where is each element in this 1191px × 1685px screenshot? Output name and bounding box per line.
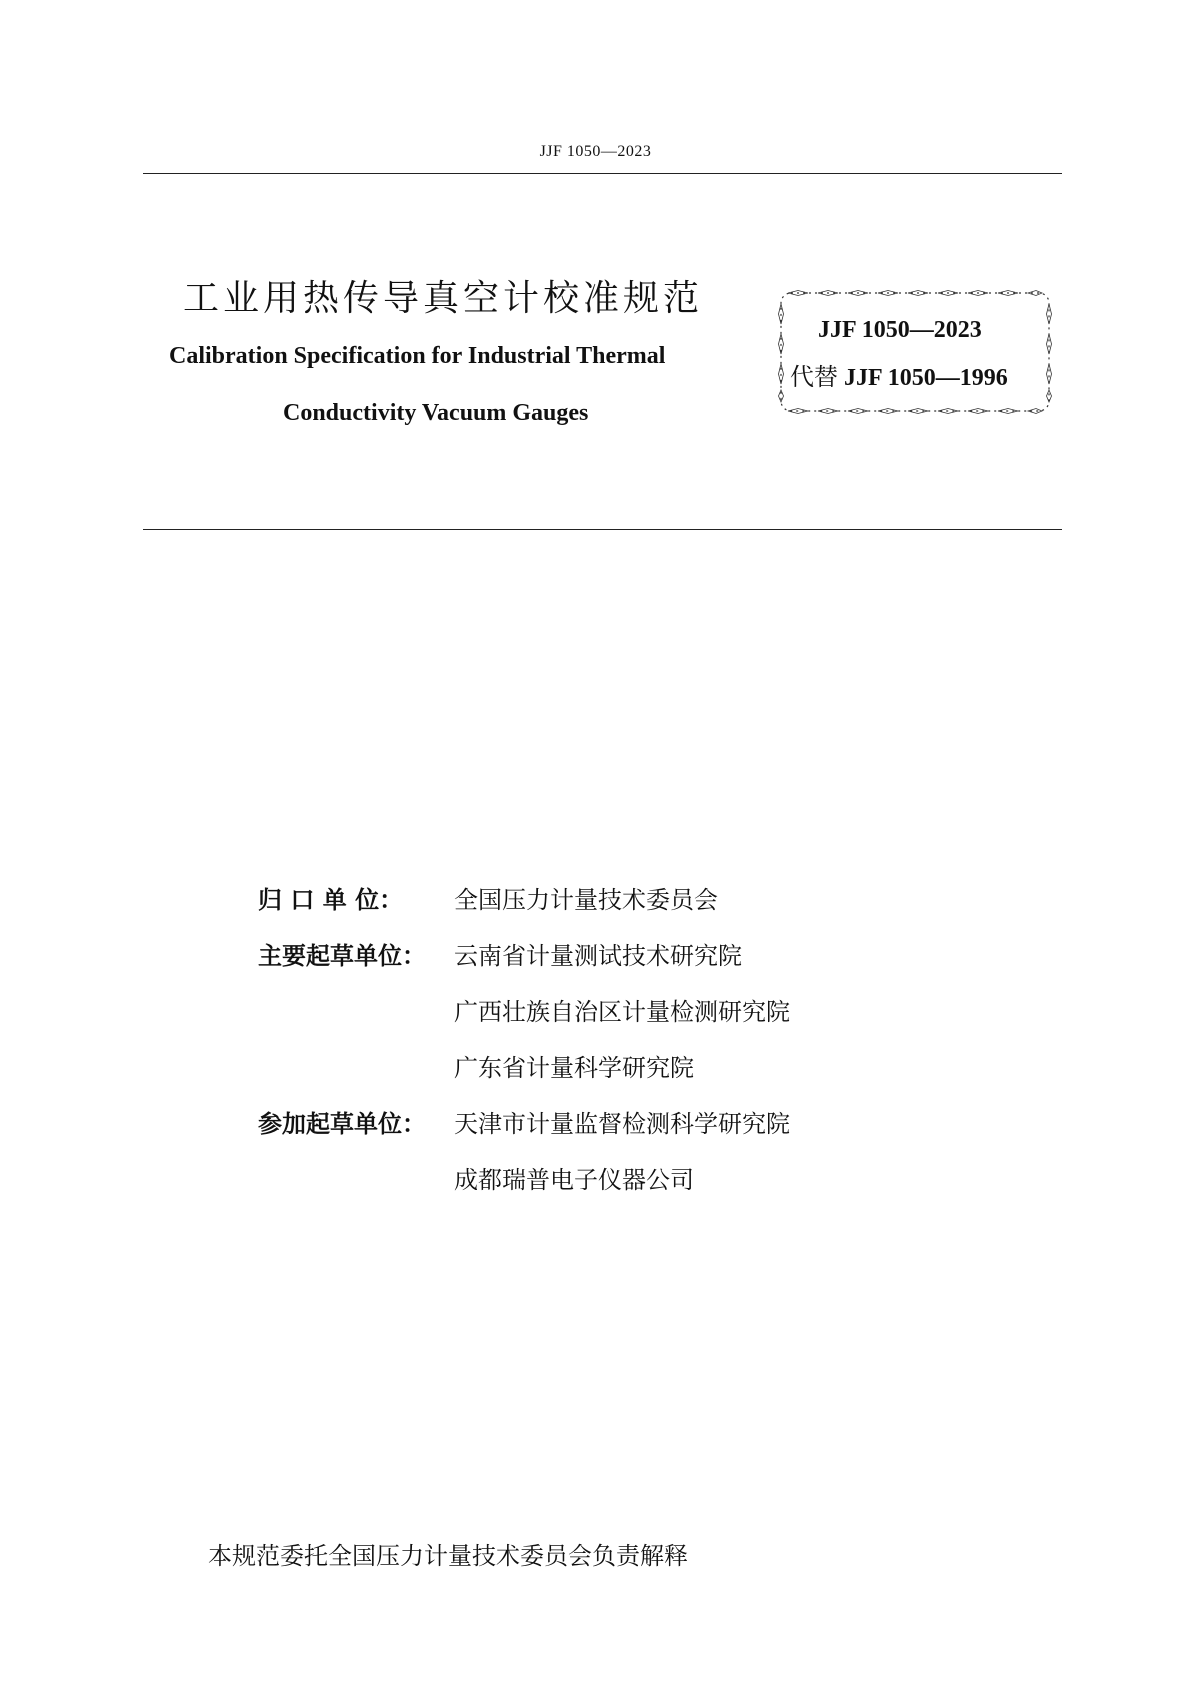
organization-section	[258, 880, 958, 1200]
main-drafting-unit-1: 云南省计量测试技术研究院	[454, 942, 742, 970]
interpretation-note: 本规范委托全国压力计量技术委员会负责解释	[208, 1542, 688, 1570]
decorative-border	[778, 290, 1052, 414]
main-drafting-unit-2: 广西壮族自治区计量检测研究院	[454, 998, 790, 1026]
responsible-unit: 全国压力计量技术委员会	[454, 886, 718, 914]
standard-code: JJF 1050—2023	[818, 317, 982, 343]
title-english-line1: Calibration Specification for Industrial Thermal	[169, 343, 666, 369]
participating-drafting-unit-2: 成都瑞普电子仪器公司	[454, 1166, 694, 1194]
replaces-line	[790, 357, 1008, 392]
responsible-unit-label: 归 口 单 位：	[258, 886, 404, 914]
main-drafting-label: 主要起草单位：	[258, 942, 426, 970]
replaces-prefix: 代替	[790, 363, 838, 391]
main-drafting-unit-3: 广东省计量科学研究院	[454, 1054, 694, 1082]
header-standard-code: JJF 1050—2023	[539, 143, 652, 160]
participating-drafting-label: 参加起草单位：	[258, 1110, 426, 1138]
standard-code-box	[778, 290, 1052, 414]
title-chinese: 工业用热传导真空计校准规范	[183, 278, 704, 319]
top-rule	[143, 173, 1062, 174]
middle-rule	[143, 529, 1062, 530]
replaced-code: JJF 1050—1996	[844, 365, 1008, 391]
participating-drafting-unit-1: 天津市计量监督检测科学研究院	[454, 1110, 790, 1138]
title-english-line2: Conductivity Vacuum Gauges	[283, 400, 589, 426]
